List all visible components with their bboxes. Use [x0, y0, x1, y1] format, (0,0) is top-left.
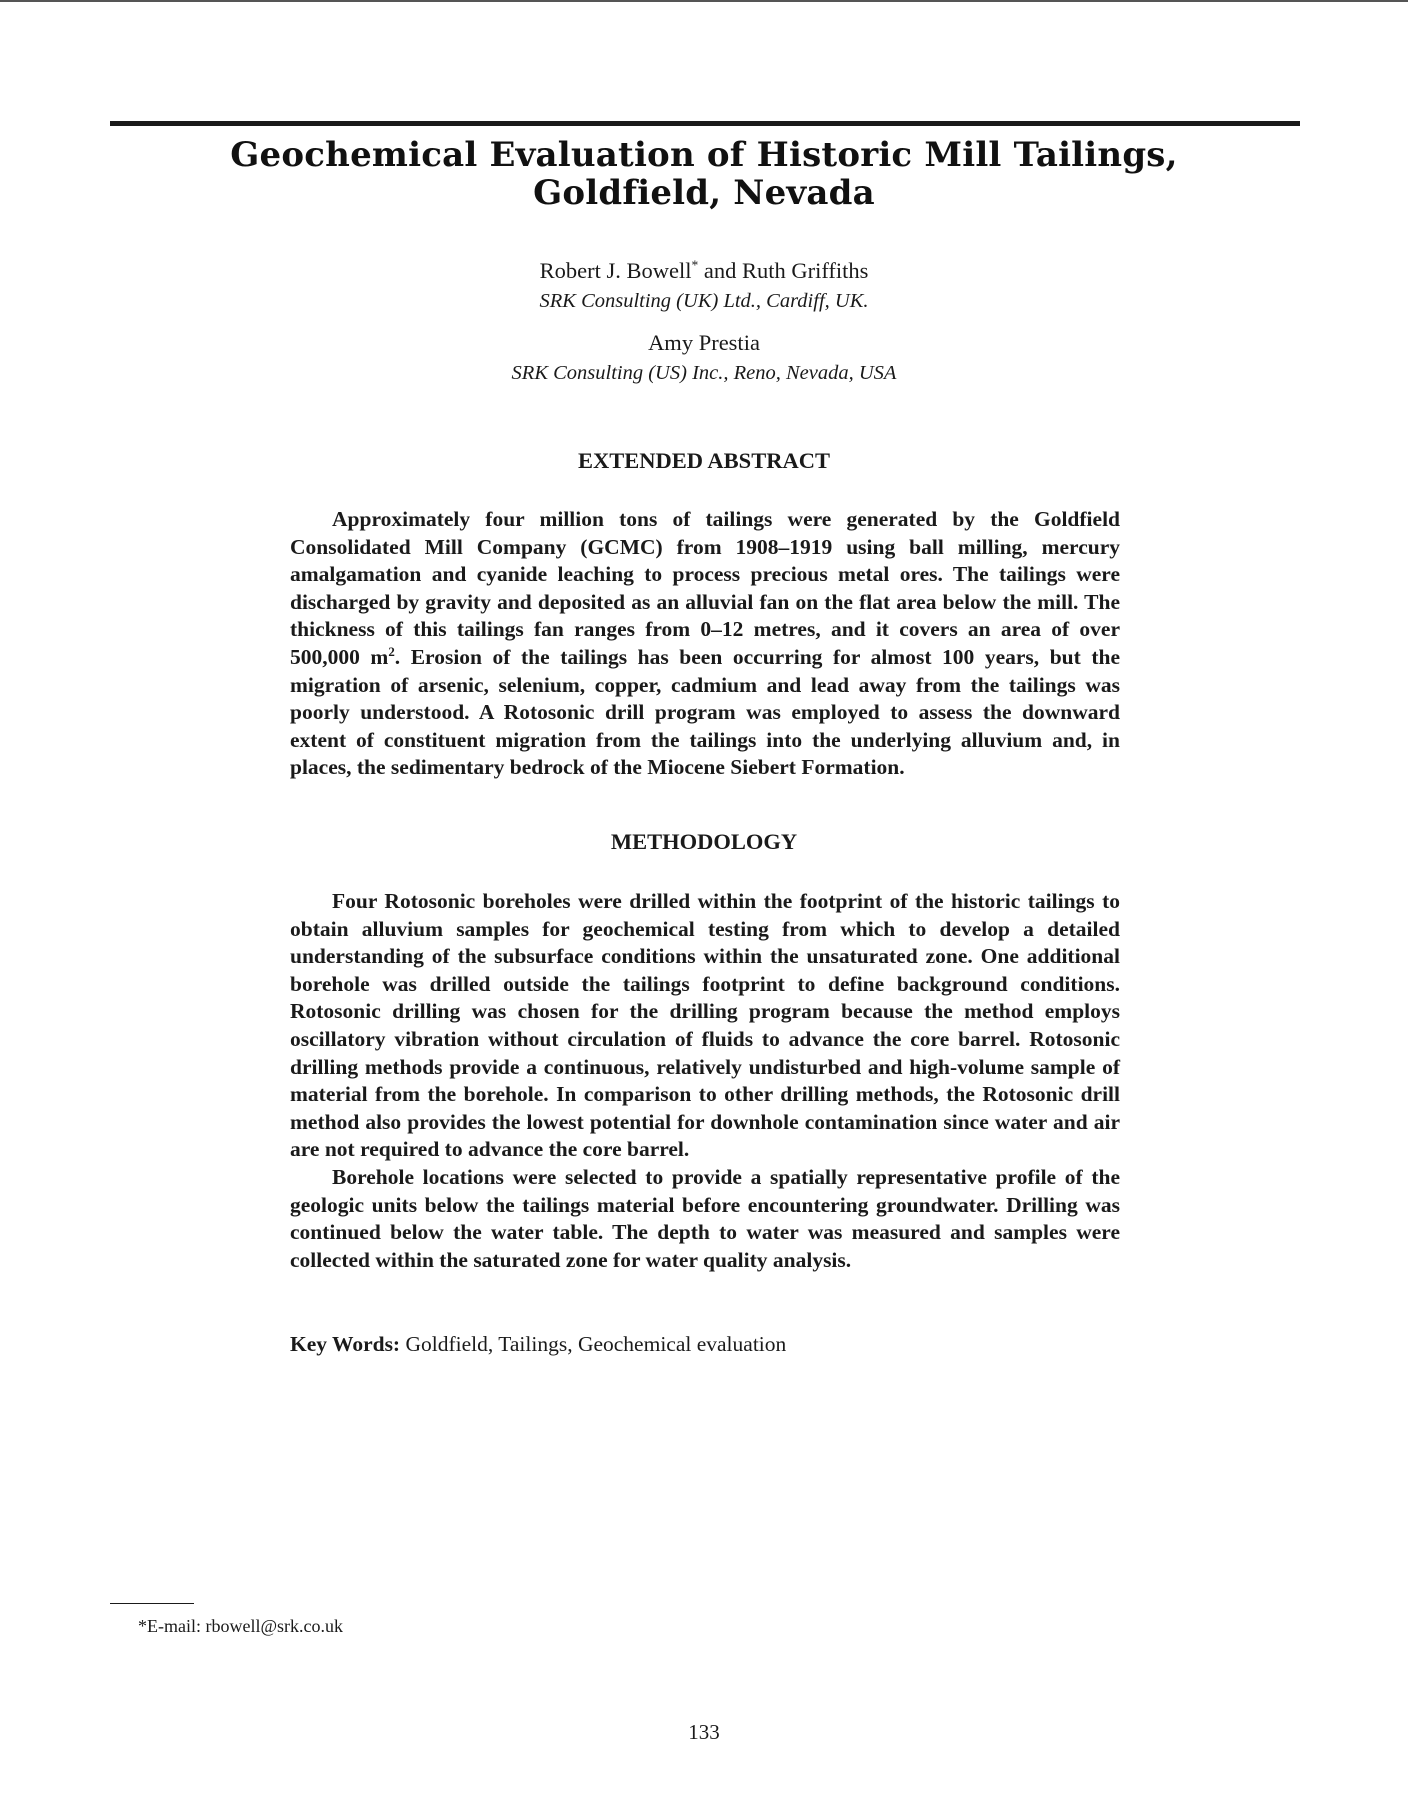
affiliation-1: SRK Consulting (UK) Ltd., Cardiff, UK.	[539, 290, 869, 312]
abstract-heading: EXTENDED ABSTRACT	[578, 448, 830, 473]
page-number: 133	[688, 1720, 720, 1744]
footnote-email: *E-mail: rbowell@srk.co.uk	[138, 1616, 344, 1636]
author-names-1: Robert J. Bowell	[539, 258, 692, 283]
keywords-label: Key Words:	[290, 1332, 401, 1356]
author-line-1	[200, 258, 1208, 284]
keywords-line	[290, 1332, 1120, 1357]
methodology-paragraph-2: Borehole locations were selected to provide a spatially representative profile of the geologic units below the tailings material before encountering groundwater. Drilling was continued below the water table. The depth to water was measured and samples were collected within the saturated zone for water quality analysis.	[290, 1164, 1120, 1272]
abstract-body	[290, 506, 1120, 782]
paper-title	[200, 136, 1208, 212]
corresponding-author-mark: *	[691, 257, 699, 273]
superscript-2: 2	[388, 644, 395, 659]
methodology-paragraph-1: Four Rotosonic boreholes were drilled within the footprint of the historic tailings to obtain alluvium samples for geochemical testing from which to develop a detailed understanding of the subsurface conditions within the unsaturated zone. One additional borehole was drilled outside the tailings footprint to define background conditions. Rotosonic drilling was chosen for the drilling program because the method employs oscillatory vibration without circulation of fluids to advance the core barrel. Rotosonic drilling methods provide a continuous, relatively undisturbed and high-volume sample of material from the borehole. In comparison to other drilling methods, the Rotosonic drill method also provides the lowest potential for downhole contamination since water and air are not required to advance the core barrel.	[290, 889, 1120, 1162]
abstract-paragraph	[290, 506, 1120, 782]
header-rule	[110, 121, 1300, 126]
title-line-1: Geochemical Evaluation of Historic Mill Tailings,	[230, 135, 1178, 175]
methodology-heading: METHODOLOGY	[610, 829, 798, 854]
page-top-edge	[0, 0, 1408, 2]
footnote-rule	[110, 1603, 194, 1604]
author-line-2: Amy Prestia	[648, 330, 760, 355]
title-line-2: Goldfield, Nevada	[533, 173, 875, 213]
author-names-1b: and Ruth Griffiths	[698, 258, 869, 283]
abstract-text-1: Approximately four million tons of tailings were generated by the Goldfield Consolidated Mill Company (GCMC) from 1908–1919 using ball milling, mercury amalgamation and cyanide leaching to process precious metal ores. The tailings were discharged by gravity and deposited as an alluvial fan on the flat area below the mill. The thickness of this tailings fan ranges from 0–12 metres, and it covers an area of over 500,000 m	[290, 507, 1120, 669]
keywords-value: Goldfield, Tailings, Geochemical evaluation	[405, 1332, 787, 1356]
affiliation-2: SRK Consulting (US) Inc., Reno, Nevada, USA	[511, 362, 897, 384]
methodology-body	[290, 888, 1120, 1274]
abstract-text-2: . Erosion of the tailings has been occurring for almost 100 years, but the migration of arsenic, selenium, copper, cadmium and lead away from the tailings was poorly understood. A Rotosonic drill program was employed to assess the downward extent of constituent migration from the tailings into the underlying alluvium and, in places, the sedimentary bedrock of the Miocene Siebert Formation.	[290, 644, 1120, 780]
